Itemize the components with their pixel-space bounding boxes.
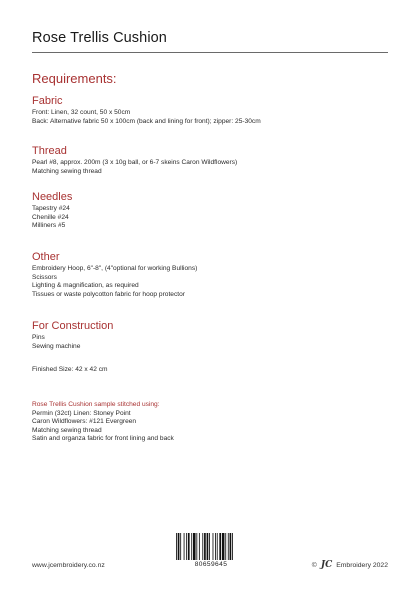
brand-text: Embroidery 2022 — [336, 561, 388, 569]
barcode-bar — [199, 533, 200, 560]
barcode-bar — [219, 533, 221, 560]
requirements-heading: Requirements: — [32, 71, 117, 86]
fabric-line: Back: Alternative fabric 50 x 100cm (back and lining for front); zipper: 25-30cm — [32, 117, 261, 125]
barcode-bar — [178, 533, 180, 560]
fabric-section — [32, 95, 392, 126]
other-line: Tissues or waste polycotton fabric for hoop protector — [32, 290, 185, 298]
sample-title: Rose Trellis Cushion sample stitched using: — [32, 401, 160, 408]
website-link[interactable]: www.jcembroidery.co.nz — [32, 562, 105, 569]
other-heading: Other — [32, 251, 60, 263]
fabric-heading: Fabric — [32, 95, 63, 107]
finished-size-text: Finished Size: 42 x 42 cm — [32, 366, 108, 373]
sample-section — [32, 401, 392, 444]
barcode-bar — [186, 533, 187, 560]
barcode-bar — [209, 533, 210, 560]
finished-size — [32, 366, 392, 375]
sample-line: Caron Wildflowers: #121 Evergreen — [32, 418, 137, 426]
thread-heading: Thread — [32, 145, 67, 157]
barcode-bar — [230, 533, 232, 560]
needles-section — [32, 191, 392, 231]
page-title: Rose Trellis Cushion — [32, 30, 167, 46]
barcode-bar — [207, 533, 209, 560]
barcode-bar — [176, 533, 177, 560]
needles-line: Milliners #5 — [32, 222, 66, 230]
barcode-bar — [191, 533, 192, 560]
needles-line: Tapestry #24 — [32, 205, 70, 212]
other-line: Scissors — [32, 273, 57, 281]
construction-section — [32, 320, 392, 351]
barcode-bar — [232, 533, 233, 560]
other-section — [32, 251, 392, 299]
barcode-bar — [180, 533, 181, 560]
barcode-bar — [217, 533, 218, 560]
construction-line: Pins — [32, 334, 45, 341]
jc-logo-icon: JC — [320, 560, 333, 570]
construction-line: Sewing machine — [32, 342, 81, 350]
barcode-bar — [215, 533, 216, 560]
construction-heading: For Construction — [32, 320, 114, 332]
other-line: Lighting & magnification, as required — [32, 282, 139, 290]
barcode-bar — [228, 533, 229, 560]
barcode-bar — [222, 533, 225, 560]
copyright-line — [312, 560, 388, 570]
barcode-bar — [193, 533, 196, 560]
needles-line: Chenille #24 — [32, 213, 69, 221]
barcode-bar — [188, 533, 190, 560]
fabric-line: Front: Linen, 32 count, 50 x 50cm — [32, 109, 131, 116]
sample-line: Satin and organza fabric for front lining and back — [32, 435, 174, 443]
needles-heading: Needles — [32, 191, 73, 203]
barcode-graphic — [175, 533, 247, 560]
thread-line: Matching sewing thread — [32, 167, 102, 175]
barcode-bar — [225, 533, 226, 560]
title-divider — [32, 52, 388, 53]
copyright-symbol: © — [311, 561, 317, 569]
barcode-bar — [202, 533, 203, 560]
barcode-bar — [196, 533, 197, 560]
barcode-bar — [213, 533, 214, 560]
sample-line: Permin (32ct) Linen: Stoney Point — [32, 409, 131, 417]
thread-section — [32, 145, 392, 176]
other-line: Embroidery Hoop, 6"-8", (4"optional for working Bullions) — [32, 265, 198, 272]
thread-line: Pearl #8, approx. 200m (3 x 10g ball, or 6-7 skeins Caron Wildflowers) — [32, 159, 238, 166]
sample-line: Matching sewing thread — [32, 426, 102, 434]
barcode-number: 80659645 — [194, 561, 228, 568]
barcode-bar — [204, 533, 206, 560]
barcode-bar — [184, 533, 185, 560]
